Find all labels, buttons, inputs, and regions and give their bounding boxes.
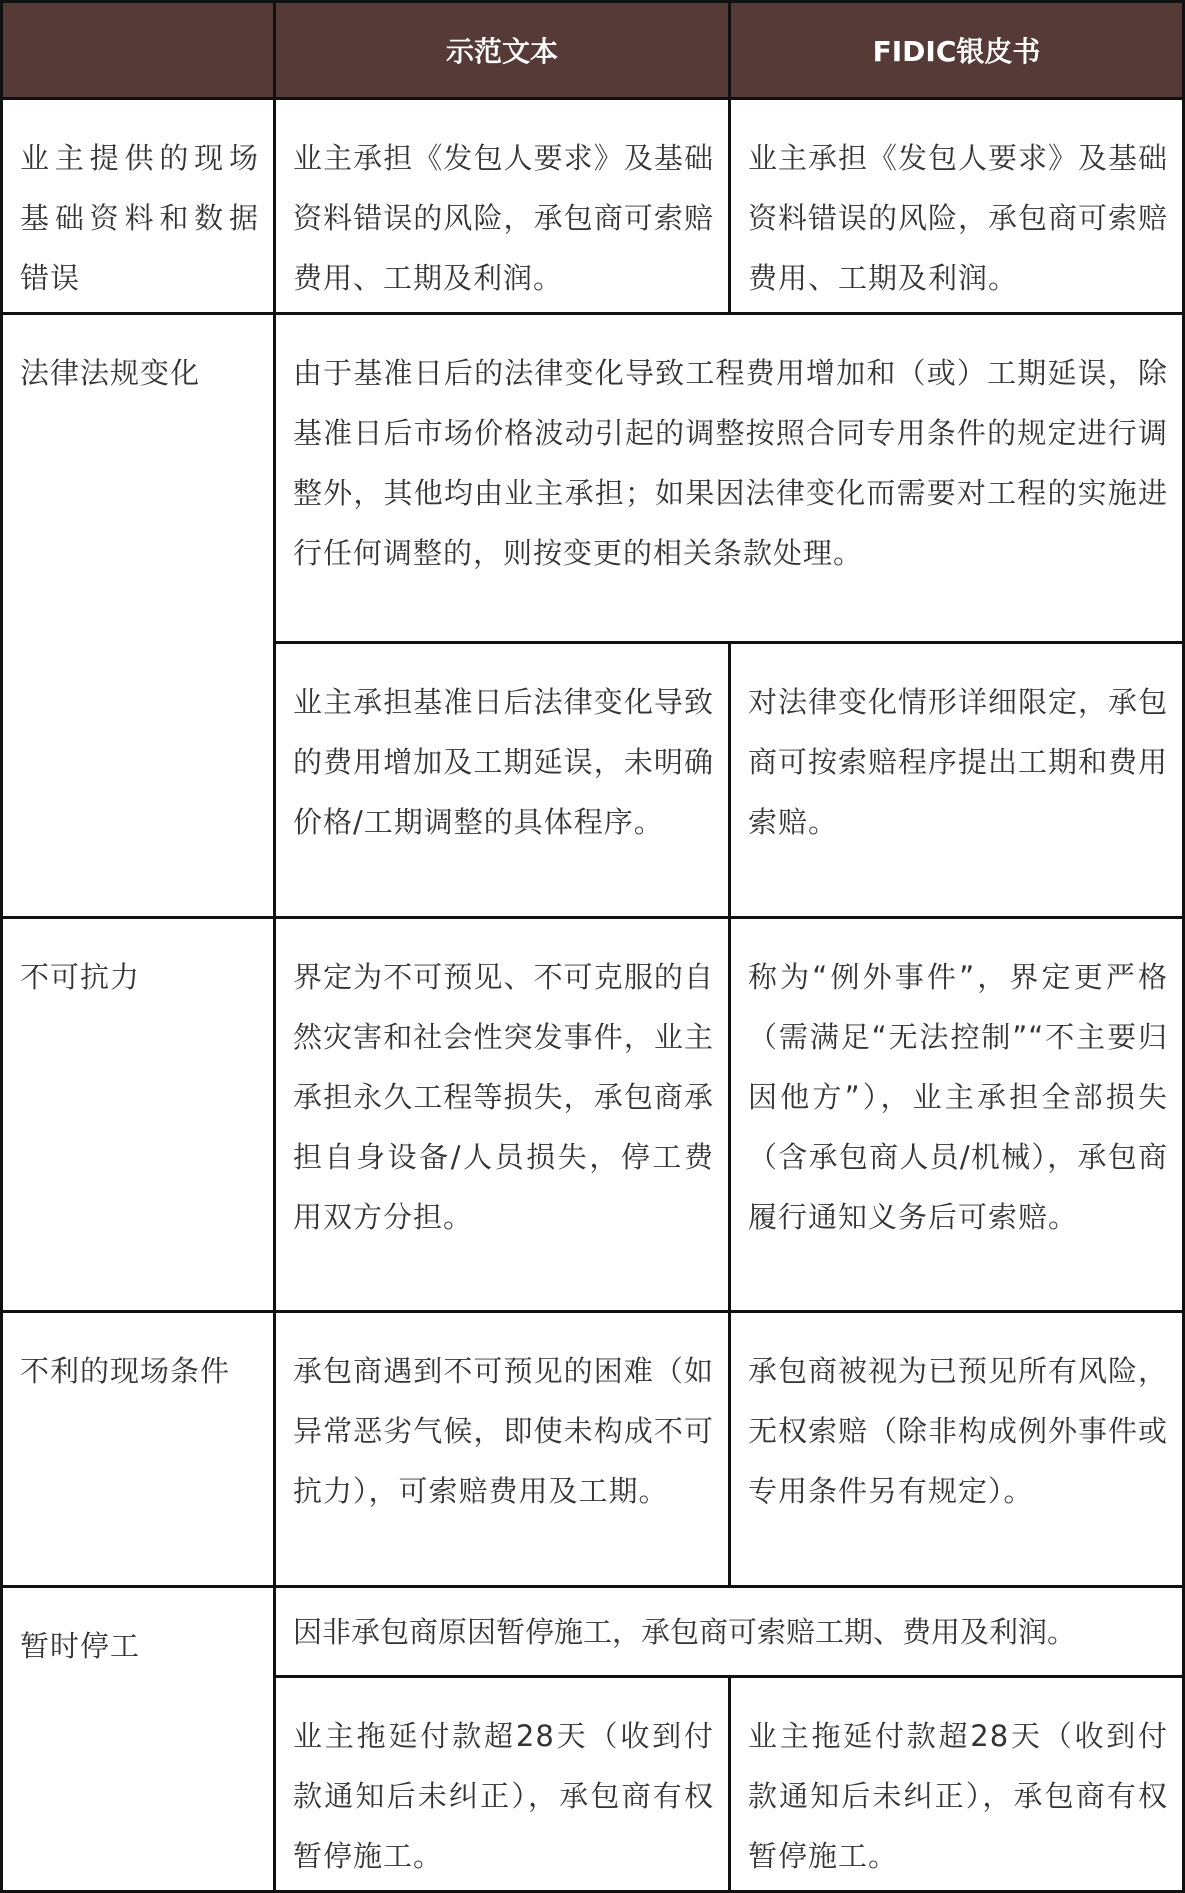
row-category-suspension: 暂时停工 <box>20 1629 141 1663</box>
row-model-text-force-majeure: 界定为不可预见、不可克服的自然灾害和社会性突发事件，业主承担永久工程等损失，承包商承担自身设备/人员损失，停工费用双方分担。 <box>293 960 714 1234</box>
header-cell-category <box>3 3 273 97</box>
row-model-text-law-change: 业主承担基准日后法律变化导致的费用增加及工期延误，未明确价格/工期调整的具体程序。 <box>293 685 714 839</box>
row-model-text-adverse-conditions: 承包商遇到不可预见的困难（如异常恶劣气候，即使未构成不可抗力），可索赔费用及工期。 <box>293 1354 714 1508</box>
header-cell-model-text: 示范文本 <box>445 35 558 68</box>
row-fidic-force-majeure: 称为“例外事件”，界定更严格（需满足“无法控制”“不主要归因他方”），业主承担全部损失（含承包商人员/机械），承包商履行通知义务后可索赔。 <box>748 960 1168 1234</box>
row-model-text-site-data: 业主承担《发包人要求》及基础资料错误的风险，承包商可索赔费用、工期及利润。 <box>293 141 714 295</box>
row-model-text-suspension: 业主拖延付款超28天（收到付款通知后未纠正），承包商有权暂停施工。 <box>293 1719 714 1873</box>
row-category-force-majeure: 不可抗力 <box>20 960 141 994</box>
divider <box>728 3 731 97</box>
row-shared-suspension: 因非承包商原因暂停施工，承包商可索赔工期、费用及利润。 <box>293 1615 1077 1649</box>
table-header <box>3 3 1182 97</box>
header-cell-fidic: FIDIC银皮书 <box>872 35 1041 68</box>
row-fidic-adverse-conditions: 承包商被视为已预见所有风险，无权索赔（除非构成例外事件或专用条件另有规定）。 <box>748 1354 1169 1508</box>
row-fidic-suspension: 业主拖延付款超28天（收到付款通知后未纠正），承包商有权暂停施工。 <box>748 1719 1168 1873</box>
row-category-site-data: 业主提供的现场基础资料和数据错误 <box>20 141 259 295</box>
row-shared-law-change: 由于基准日后的法律变化导致工程费用增加和（或）工期延误，除基准日后市场价格波动引起的调整按照合同专用条件的规定进行调整外，其他均由业主承担；如果因法律变化而需要对工程的实施进行任何调整的，则按变更的相关条款处理。 <box>293 356 1168 570</box>
row-fidic-law-change: 对法律变化情形详细限定，承包商可按索赔程序提出工期和费用索赔。 <box>748 685 1169 839</box>
row-category-law-change: 法律法规变化 <box>20 356 201 390</box>
row-category-adverse-conditions: 不利的现场条件 <box>20 1354 231 1388</box>
row-fidic-site-data: 业主承担《发包人要求》及基础资料错误的风险，承包商可索赔费用、工期及利润。 <box>748 141 1169 295</box>
